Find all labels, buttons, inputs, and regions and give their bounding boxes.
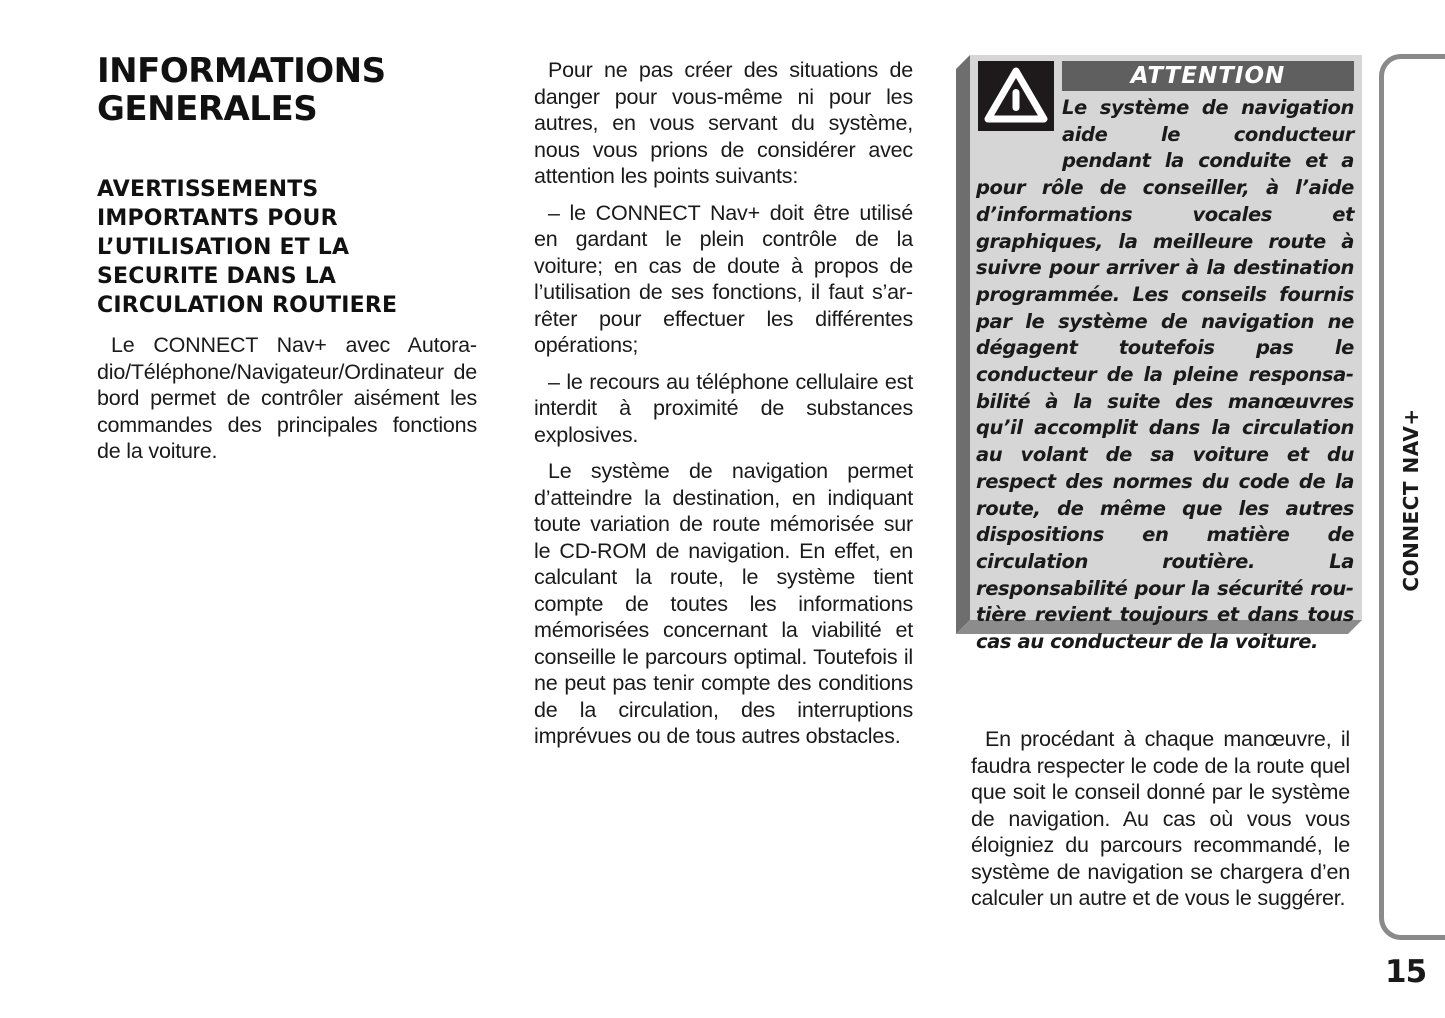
attention-header: ATTENTION	[1062, 61, 1354, 91]
paragraph-navigation-system: Le système de navigation permet d’atteindre la destination, en indiquant toute variation de route mémorisée sur le CD-ROM de navigation. En effet, en calculant la route, le système tient compte de toutes les informations mémorisées concernant la viabilité et conseille le parcours optimal. Toutefois il ne peut pas tenir compte des conditions de la circulation, des interruptions imprévues ou de tous autres obstacles.	[534, 459, 913, 748]
paragraph-manoeuvre: En procédant à chaque manœuvre, il faudra respecter le code de la route quel que soit le conseil donné par le système de navigation. Au cas où vous vous éloigniez du parcours recommandé, le système de navigation se chargera d’en calculer un autre et de vous le suggérer.	[971, 727, 1350, 910]
page-title	[97, 52, 477, 128]
attention-box-shadow-left	[956, 55, 970, 634]
page-title-line-2: GENERALES	[97, 89, 318, 129]
column-middle	[534, 57, 913, 750]
attention-box	[956, 55, 1362, 654]
column-right	[971, 726, 1350, 912]
page-title-line-1: INFORMATIONS	[97, 51, 386, 91]
icon-spacer	[976, 95, 1062, 149]
section-title-line-5: CIRCULATION ROUTIERE	[97, 293, 398, 318]
paragraph-safety-intro: Pour ne pas créer des situations de danger pour vous-même ni pour les autres, en vous servant du système, nous vous prions de considérer avec attention les points suivants:	[534, 58, 913, 188]
section-title-line-2: IMPORTANTS POUR	[97, 206, 338, 231]
attention-box-face	[970, 55, 1362, 654]
attention-text: Le système de navigation aide le conducteur pendant la conduite et a pour rôle de conseiller, à l’aide d’informations vocales et graphiques, la meilleure route à suivre pour arriver à la destination programmée. Les conseils fournis par le système de navigation ne dégagent toutefois pas le conducteur de la pleine responsabilité à la suite des manœuvres qu’il accomplit dans la circulation au volant de sa voiture et du respect des normes du code de la route, de même que les autres dispositions en matière de circulation routière. La responsabilité pour la sécurité routière revient toujours et dans tous cas au conducteur de la voiture.	[976, 96, 1354, 654]
section-title-line-4: SECURITE DANS LA	[97, 264, 337, 289]
column-left	[97, 52, 477, 465]
section-title-line-3: L’UTILISATION ET LA	[97, 235, 350, 260]
section-title	[97, 175, 477, 320]
chapter-tab-label: CONNECT NAV+	[1399, 408, 1423, 592]
section-title-line-1: AVERTISSEMENTS	[97, 177, 319, 202]
attention-text-container	[976, 95, 1354, 656]
intro-paragraph: Le CONNECT Nav+ avec Autoradio/Téléphone/Navigateur/Ordinateur de bord permet de contrôler aisément les commandes des principales fonctions de la voiture.	[97, 333, 477, 463]
page-number: 15	[1385, 954, 1427, 990]
paragraph-phone-explosives: – le recours au téléphone cellulaire est interdit à proximité de substances explosives.	[534, 369, 913, 447]
paragraph-full-control: – le CONNECT Nav+ doit être utilisé en gardant le plein contrôle de la voiture; en cas de doute à propos de l’utilisation de ses fonctions, il faut s’arrêter pour effectuer les différentes opérations;	[534, 200, 913, 357]
